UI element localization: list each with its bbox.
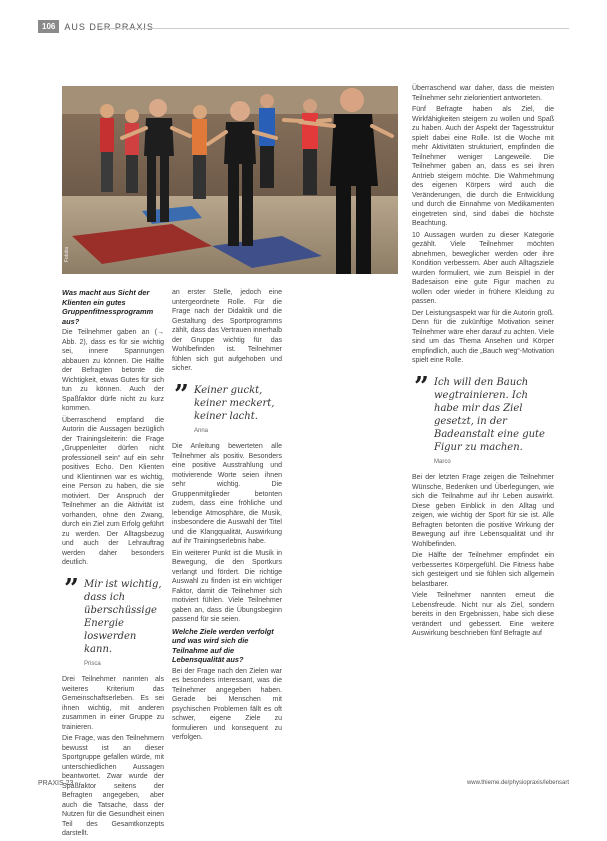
quote-source: Anna — [194, 427, 209, 434]
section-heading: Was macht aus Sicht der Klienten ein gutes Gruppenfitnessprogramm aus? — [62, 288, 154, 326]
page-header — [38, 20, 154, 33]
paragraph: Bei der Frage nach den Zielen war es besonders interessant, was die Teilnehmer angegeben haben. Gerade bei Menschen mit psychischen Problemen fällt es oft schwer, eigene Ziele zu formulieren und konsequent zu verfolgen. — [172, 667, 282, 741]
header-divider — [100, 28, 569, 29]
footer-url: www.thieme.de/physiopraxis/lebensart — [466, 780, 569, 786]
paragraph: Drei Teilnehmer nannten als weiteres Kriterium das Gemeinschaftserleben. Es sei ihnen wichtig, mit anderen zusammen in einer Gruppe zu trainieren. — [62, 676, 164, 731]
paragraph: 10 Aussagen wurden zu dieser Kategorie gezählt. Viele Teilnehmer möchten abnehmen, beweglicher werden oder ihre Kondition verbessern. Aber auch Alltagsziele wurden formuliert, wie zum Beispiel in der Badesaison eine gute Figur machen zu wollen oder wieder in frühere Kleidung zu passen. — [412, 231, 554, 305]
paragraph: Bei der letzten Frage zeigen die Teilnehmer Wünsche, Bedenken und Überlegungen, wie sich die Teilnahme auf ihr Leben auswirkt. Diese geben Einblick in den Alltag und zeigen, wie wichtig der Sport für sie ist. Alle Befragten betonten die positive Wirkung der Bewegung auf ihre Lebensqualität und ihr Wohlbefinden. — [412, 474, 554, 548]
paragraph: Der Leistungsaspekt war für die Autorin groß. Denn für die zukünftige Motivation seiner Teilnehmer wäre eher darauf zu achten. Viele sind um das Thema Ansehen und Körper empfindlich, auch die „Bauch weg“-Motivation spielt eine Rolle. — [412, 309, 554, 364]
paragraph: Die Frage, was den Teilnehmern bewusst ist an dieser Sportgruppe gefallen würde, mit unterschiedlichen Aussagen beantwortet. Zwar wurde der Spaßfaktor seitens der Befragten angegeben, aber auch die Tatsache, dass der Nutzen für die Gesundheit einen Teil des Gesamtkonzepts darstellt. — [62, 735, 164, 837]
paragraph: Fünf Befragte haben als Ziel, die Wirkfähigkeiten steigern zu wollen und Spaß zu haben. Auch der Aspekt der Tagesstruktur spielt dabei eine Rolle. Ist die Woche mit mehr Aktivitäten strukturiert, empfinden die Teilnehmer weniger Langeweile. Die Teilnehmer gaben an, dass es sei ihren Antrieb steigern möchte. Die Wahrnehmung des eigenen Körpers wird auch die Veränderungen, die durch die Entwicklung und durch die Einnahme von Medikamenten eingetreten sind, sind dabei die höchste Beachtung. — [412, 106, 554, 227]
pull-quote — [412, 371, 554, 468]
paragraph: Viele Teilnehmer nannten erneut die Lebensfreude. Nicht nur als Ziel, sondern bereits in den Ergebnissen, habe sich diese verändert und gebessert. Eine weitere Auswirkung beschrieben fünf Befragte auf — [412, 592, 554, 637]
section-title: AUS DER PRAXIS — [64, 21, 154, 32]
quote-source: Prisca — [84, 660, 101, 667]
quote-mark-icon: ” — [64, 573, 79, 604]
pull-quote — [62, 573, 164, 670]
quote-mark-icon: ” — [414, 371, 429, 402]
paragraph: Die Teilnehmer gaben an (→ Abb. 2), dass es für sie wichtig sei, innere Spannungen abbauen zu können. Die Hälfte der Befragten betonte die Wichtigkeit, etwas Gutes für sich tun zu können. Auch der Spaßfaktor dürfe nicht zu kurz kommen. — [62, 329, 164, 412]
paragraph: Die Hälfte der Teilnehmer empfindet ein verbessertes Körpergefühl. Die Fitness habe sich gesteigert und sie fühlen sich allgemein belastbarer. — [412, 552, 554, 588]
article-column-2 — [172, 288, 282, 745]
paragraph: Ein weiterer Punkt ist die Musik in Bewegung, die den Sportkurs verlangt und fördert. Die richtige Auswahl zu finden ist ein wichtiger Faktor, damit die Teilnehmer sich motiviert fühlen. Viele Teilnehmer gaben an, dass die Übungsbeginn passend für sie seien. — [172, 549, 282, 623]
quote-text: Ich will den Bauch wegtrainieren. Ich habe mir das Ziel gesetzt, in der Badeanstalt eine gute Figur zu machen. — [434, 376, 545, 453]
article-column-1 — [62, 288, 164, 841]
fitness-class-photo — [62, 86, 398, 274]
article-column-3 — [412, 84, 554, 641]
quote-mark-icon: ” — [174, 379, 189, 410]
photo-illustration — [62, 86, 398, 274]
photo-credit: Fotolia — [64, 246, 70, 262]
quote-source: Marco — [434, 458, 451, 465]
paragraph: an erster Stelle, jedoch eine untergeordnete Rolle. Für die Frage nach der Didaktik und die Gestaltung des Sportprogramms zählt, dass das Vertrauen innerhalb der Gruppe wichtig für das Wohlbefinden ist. Teilnehmer fühlen sich gut aufgehoben und sicher. — [172, 289, 282, 372]
paragraph: Die Anleitung bewerteten alle Teilnehmer als positiv. Besonders eine positive Ausstrahlung und motivierende Worte seien ihnen sehr wichtig. Die Gruppenmitglieder betonten zudem, dass eine fröhliche und lebendige Atmosphäre, die Musik, insbesondere die Auswahl der Titel und die Klangqualität, Auswirkung auf ihr Trainingserlebnis habe. — [172, 443, 282, 545]
pull-quote — [172, 379, 282, 437]
quote-text: Keiner guckt, keiner meckert, keiner lacht. — [194, 384, 275, 422]
page-number-badge: 106 — [38, 20, 59, 33]
section-heading: Welche Ziele werden verfolgt und was wird sich die Teilnahme auf die Lebensqualität aus? — [172, 626, 274, 664]
footer-journal: PRAXIS 23 — [38, 780, 74, 787]
quote-text: Mir ist wichtig, dass ich überschüssige Energie loswerden kann. — [84, 578, 162, 655]
paragraph: Überraschend empfand die Autorin die Aussagen bezüglich der Trainingsleiterin: die Frage „Gruppenleiter dürfen nicht professionell sein“ auf ein sehr positives Echo. Den Klienten und Klientinnen war es wichtig, eine Person zu haben, die sie motiviert. Der Anspruch der Teilnehmer an die Aktivität ist vorhanden, ohne den Zwang, durch ein Ziel zum Erfolg geführt zu werden. Der Alltagsbezug und auch der Lehrauftrag werden daher besonders deutlich. — [62, 416, 164, 566]
paragraph: Überraschend war daher, dass die meisten Teilnehmer sehr zielorientiert antworteten. — [412, 85, 554, 102]
